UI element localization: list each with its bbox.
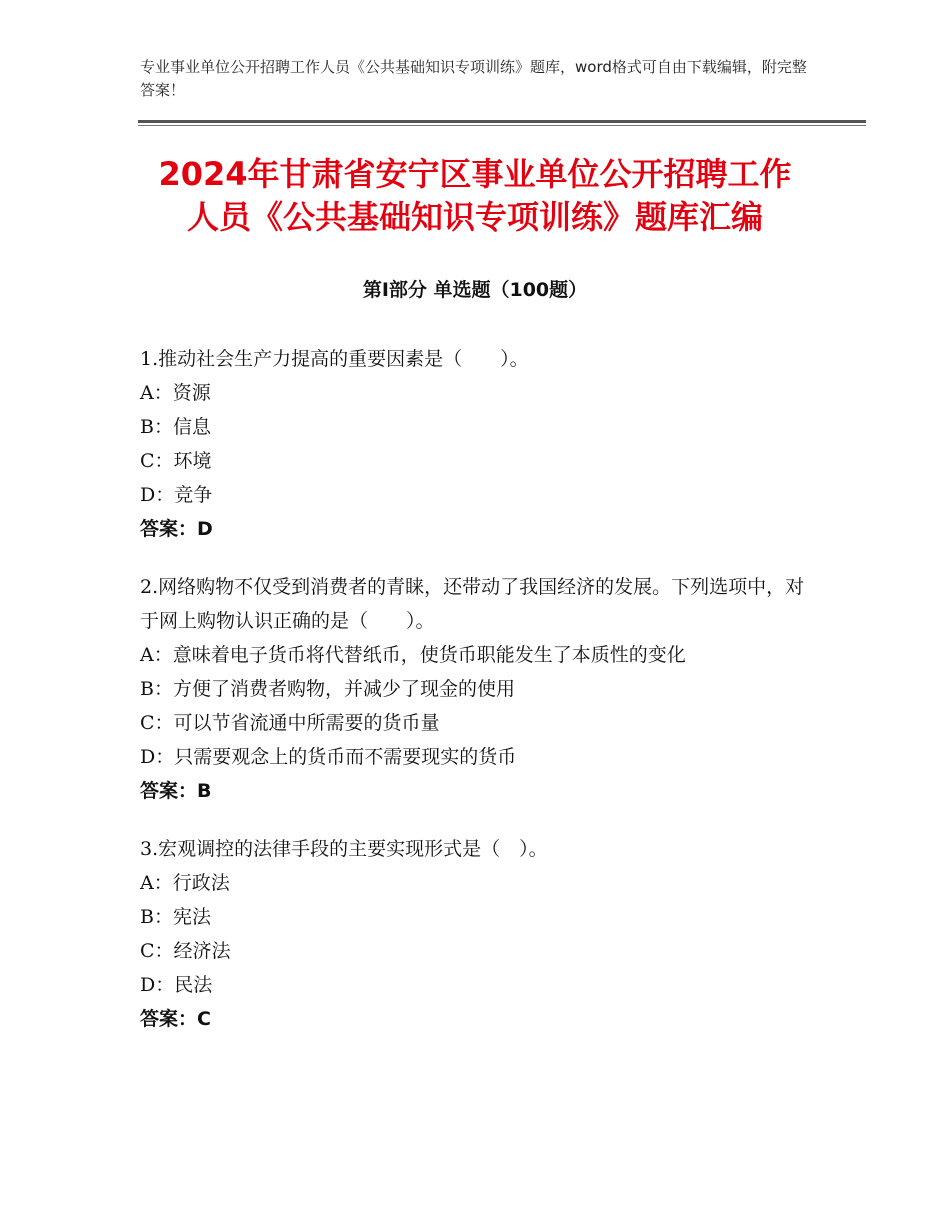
title-line-2: 人员《公共基础知识专项训练》题库汇编 — [186, 198, 763, 236]
question-2 — [140, 570, 820, 808]
option-c: C：环境 — [140, 450, 212, 472]
option-d: D：民法 — [140, 974, 213, 996]
option-d: D：竞争 — [140, 484, 213, 506]
document-title — [120, 153, 830, 239]
question-3 — [140, 832, 820, 1036]
option-d: D：只需要观念上的货币而不需要现实的货币 — [140, 746, 517, 768]
header-note: 专业事业单位公开招聘工作人员《公共基础知识专项训练》题库，word格式可自由下载编辑，附完整答案！ — [140, 58, 807, 99]
header-divider-thin — [138, 125, 866, 126]
section-title: 第Ⅰ部分 单选题（100题） — [362, 279, 588, 301]
title-line-1: 2024年甘肃省安宁区事业单位公开招聘工作 — [158, 155, 792, 193]
question-1 — [140, 342, 820, 546]
option-a: A：资源 — [140, 382, 211, 404]
question-stem: 2.网络购物不仅受到消费者的青睐，还带动了我国经济的发展。下列选项中，对于网上购物认识正确的是（ ）。 — [140, 576, 805, 632]
question-stem: 3.宏观调控的法律手段的主要实现形式是（ ）。 — [140, 838, 548, 860]
question-stem: 1.推动社会生产力提高的重要因素是（ ）。 — [140, 348, 529, 370]
option-b: B：信息 — [140, 416, 211, 438]
option-a: A：意味着电子货币将代替纸币，使货币职能发生了本质性的变化 — [140, 644, 686, 666]
header-divider-thick — [138, 120, 866, 123]
option-a: A：行政法 — [140, 872, 230, 894]
option-c: C：经济法 — [140, 940, 231, 962]
answer-line: 答案：B — [140, 780, 212, 802]
question-list — [140, 342, 820, 1060]
answer-line: 答案：D — [140, 518, 213, 540]
answer-line: 答案：C — [140, 1008, 211, 1030]
option-b: B：宪法 — [140, 906, 211, 928]
option-b: B：方便了消费者购物，并减少了现金的使用 — [140, 678, 515, 700]
option-c: C：可以节省流通中所需要的货币量 — [140, 712, 440, 734]
